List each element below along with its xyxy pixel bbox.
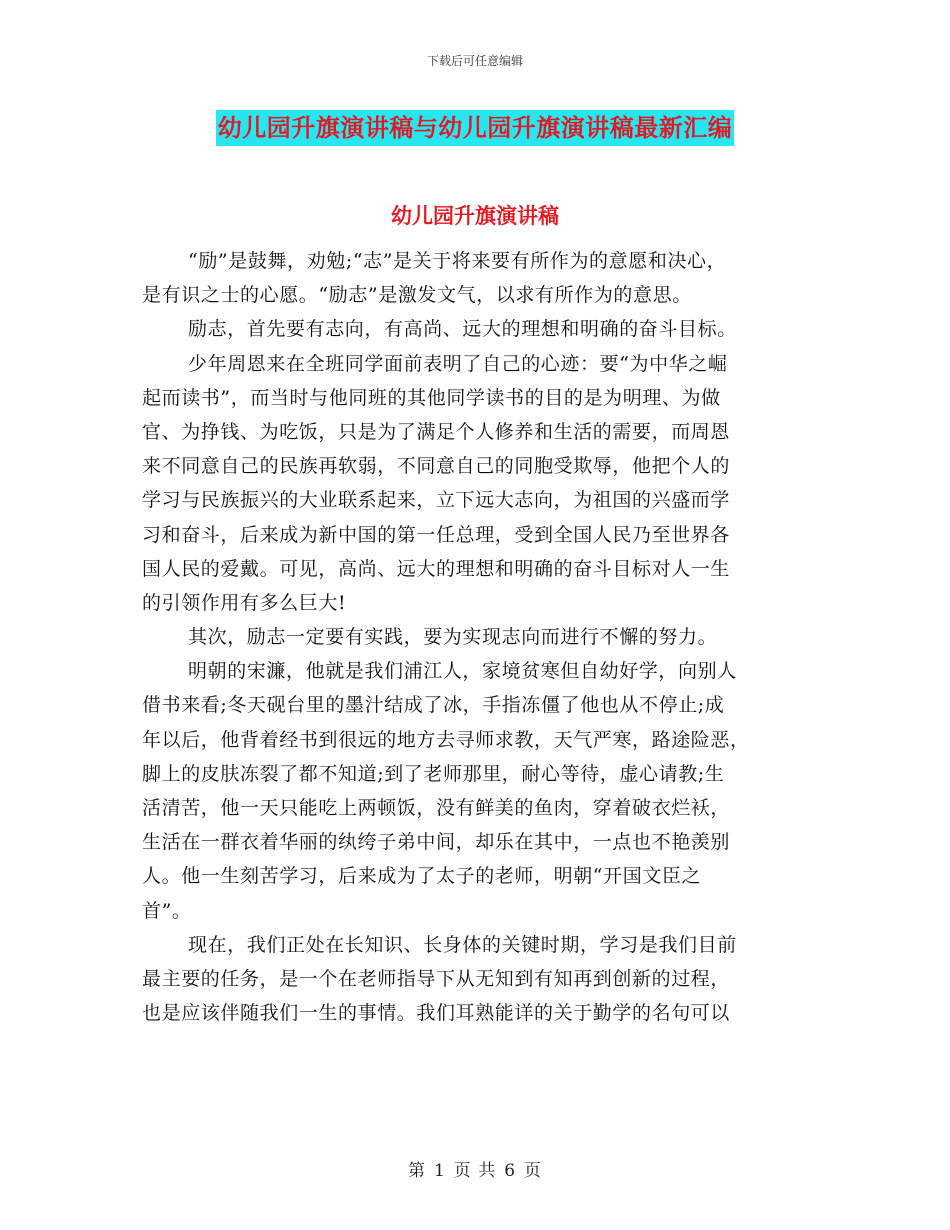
paragraph-line: 的引领作用有多么巨大!: [142, 591, 347, 614]
paragraph-line: 来不同意自己的民族再软弱，不同意自己的同胞受欺辱，他把个人的: [142, 455, 731, 478]
paragraph-line: 生活在一群衣着华丽的纨绔子弟中间，却乐在其中，一点也不艳羡别: [142, 831, 731, 854]
paragraph-line: 励志，首先要有志向，有高尚、远大的理想和明确的奋斗目标。: [188, 318, 737, 341]
footer-middle: 页 共: [453, 1161, 497, 1181]
total-pages: 6: [504, 1161, 517, 1181]
footer-suffix: 页: [524, 1161, 543, 1181]
paragraph-line: 现在，我们正处在长知识、长身体的关键时期，学习是我们目前: [188, 933, 737, 956]
paragraph-line: “励”是鼓舞，劝勉;“志”是关于将来要有所作为的意愿和决心，: [188, 250, 727, 272]
paragraph-line: 学习与民族振兴的大业联系起来，立下远大志向，为祖国的兴盛而学: [142, 489, 731, 512]
paragraph-line: 少年周恩来在全班同学面前表明了自己的心迹：要“为中华之崛: [188, 352, 728, 375]
page-number: 1: [433, 1161, 446, 1181]
header-note: 下载后可任意编辑: [426, 54, 523, 68]
footer-prefix: 第: [407, 1161, 426, 1181]
paragraph-line: 借书来看;冬天砚台里的墨汁结成了冰，手指冻僵了他也从不停止;成: [142, 694, 725, 717]
paragraph-line: 明朝的宋濂，他就是我们浦江人，家境贫寒但自幼好学，向别人: [188, 660, 737, 683]
page-footer: [0, 1156, 950, 1181]
body-text: [142, 244, 810, 1030]
section-title: 幼儿园升旗演讲稿: [391, 204, 559, 228]
paragraph-line: 国人民的爱戴。可见，高尚、远大的理想和明确的奋斗目标对人一生: [142, 557, 731, 580]
paragraph-line: 人。他一生刻苦学习，后来成为了太子的老师，明朝“开国文臣之: [142, 865, 702, 888]
main-title: 幼儿园升旗演讲稿与幼儿园升旗演讲稿最新汇编: [216, 110, 735, 146]
paragraph-line: 官、为挣钱、为吃饭，只是为了满足个人修养和生活的需要，而周恩: [142, 420, 731, 443]
paragraph-line: 起而读书”，而当时与他同班的其他同学读书的目的是为明理、为做: [142, 386, 721, 409]
paragraph-line: 也是应该伴随我们一生的事情。我们耳熟能详的关于勤学的名句可以: [142, 1002, 731, 1025]
paragraph-line: 最主要的任务，是一个在老师指导下从无知到有知再到创新的过程，: [142, 967, 731, 990]
paragraph-line: 活清苦，他一天只能吃上两顿饭，没有鲜美的鱼肉，穿着破衣烂袄，: [142, 797, 731, 819]
main-title-container: [0, 110, 950, 146]
paragraph-line: 脚上的皮肤冻裂了都不知道;到了老师那里，耐心等待，虚心请教;生: [142, 762, 725, 785]
paragraph-line: 习和奋斗，后来成为新中国的第一任总理，受到全国人民乃至世界各: [142, 523, 731, 546]
paragraph-line: 年以后，他背着经书到很远的地方去寻师求教，天气严寒，路途险恶，: [142, 728, 750, 751]
paragraph-line: 首”。: [142, 899, 192, 922]
paragraph-line: 其次，励志一定要有实践，要为实现志向而进行不懈的努力。: [188, 626, 718, 649]
paragraph-line: 是有识之士的心愿。“励志”是激发文气，以求有所作为的意思。: [142, 284, 692, 307]
